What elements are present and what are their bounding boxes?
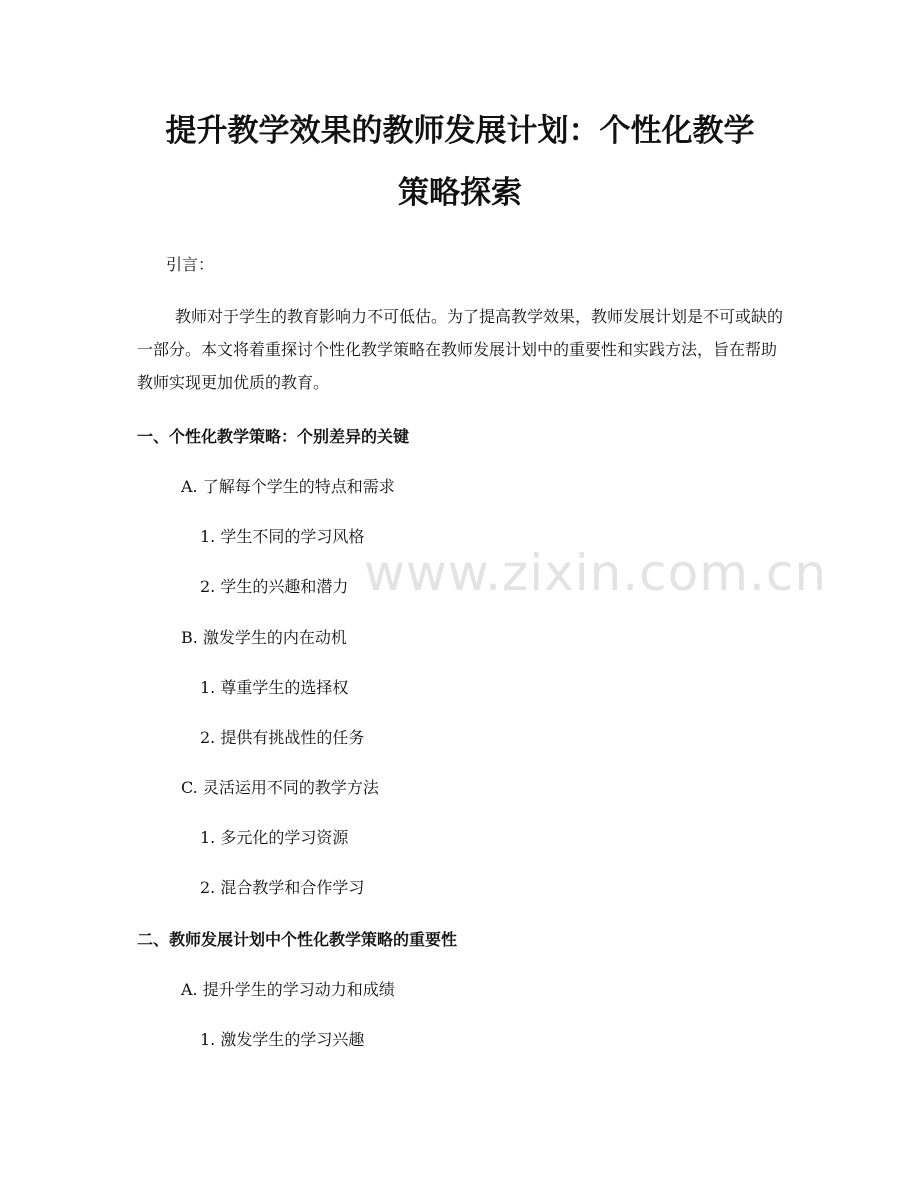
list-item: 2. 提供有挑战性的任务	[200, 728, 365, 747]
intro-label: 引言：	[166, 255, 215, 274]
watermark: www.zixin.com.cn	[364, 544, 828, 602]
intro-paragraph: 教师对于学生的教育影响力不可低估。为了提高教学效果，教师发展计划是不可或缺的一部分。本文将着重探讨个性化教学策略在教师发展计划中的重要性和实践方法，旨在帮助教师实现更加优质的教育。	[137, 307, 784, 392]
title-line-2: 策略探索	[398, 175, 522, 211]
subsection-label-1c: C. 灵活运用不同的教学方法	[181, 778, 379, 797]
subsection-label-1a: A. 了解每个学生的特点和需求	[181, 477, 395, 496]
document-title	[110, 100, 810, 224]
section-heading-2: 二、教师发展计划中个性化教学策略的重要性	[137, 930, 458, 949]
list-item: 1. 激发学生的学习兴趣	[200, 1030, 365, 1049]
list-item: 1. 多元化的学习资源	[200, 828, 349, 847]
subsection-label-1b: B. 激发学生的内在动机	[181, 628, 347, 647]
title-line-1: 提升教学效果的教师发展计划：个性化教学	[165, 113, 755, 149]
list-item: 2. 学生的兴趣和潜力	[200, 577, 349, 596]
subsection-label-2a: A. 提升学生的学习动力和成绩	[181, 980, 395, 999]
section-heading-1: 一、个性化教学策略：个别差异的关键	[137, 427, 410, 446]
list-item: 1. 学生不同的学习风格	[200, 527, 365, 546]
list-item: 1. 尊重学生的选择权	[200, 678, 349, 697]
list-item: 2. 混合教学和合作学习	[200, 878, 365, 897]
